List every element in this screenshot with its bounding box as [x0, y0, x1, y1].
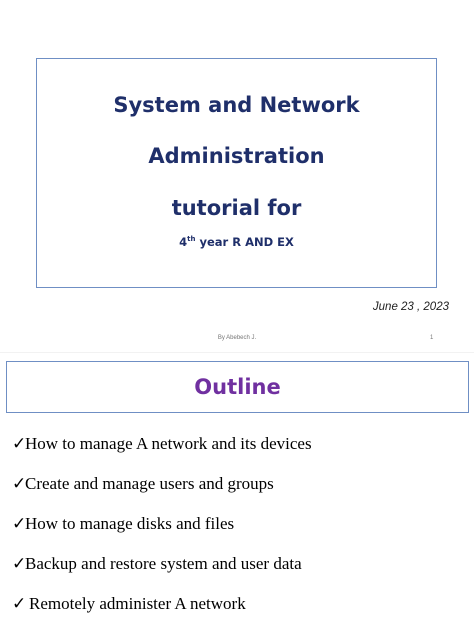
subtitle-text: year R AND EX — [195, 235, 294, 249]
outline-item-text: Remotely administer A network — [29, 594, 246, 613]
title-line-2: Administration — [148, 144, 325, 168]
outline-item — [12, 434, 312, 454]
checkmark-icon: ✓ — [12, 554, 27, 573]
subtitle-ordinal: th — [187, 235, 196, 244]
checkmark-icon: ✓ — [12, 594, 27, 613]
checkmark-icon: ✓ — [12, 474, 27, 493]
outline-heading-frame — [6, 361, 469, 413]
checkmark-icon: ✓ — [12, 434, 27, 453]
outline-item-text: How to manage A network and its devices — [25, 434, 312, 453]
title-line-3: tutorial for — [171, 196, 302, 220]
checkmark-icon: ✓ — [12, 514, 27, 533]
outline-item — [12, 514, 234, 534]
slide-date: June 23 , 2023 — [372, 301, 449, 313]
subtitle — [37, 235, 436, 249]
subtitle-number: 4 — [179, 235, 188, 249]
outline-item — [12, 474, 274, 494]
outline-item-text: Create and manage users and groups — [25, 474, 274, 493]
footer-page-number: 1 — [430, 335, 434, 341]
footer-author: By Abebech J. — [217, 335, 257, 341]
outline-item — [12, 594, 246, 614]
outline-item-text: How to manage disks and files — [25, 514, 235, 533]
title-line-1: System and Network — [113, 93, 360, 117]
outline-item-text: Backup and restore system and user data — [25, 554, 302, 573]
outline-heading: Outline — [194, 375, 281, 399]
outline-item — [12, 554, 302, 574]
slide-separator — [0, 352, 474, 353]
title-slide-frame — [36, 58, 437, 288]
